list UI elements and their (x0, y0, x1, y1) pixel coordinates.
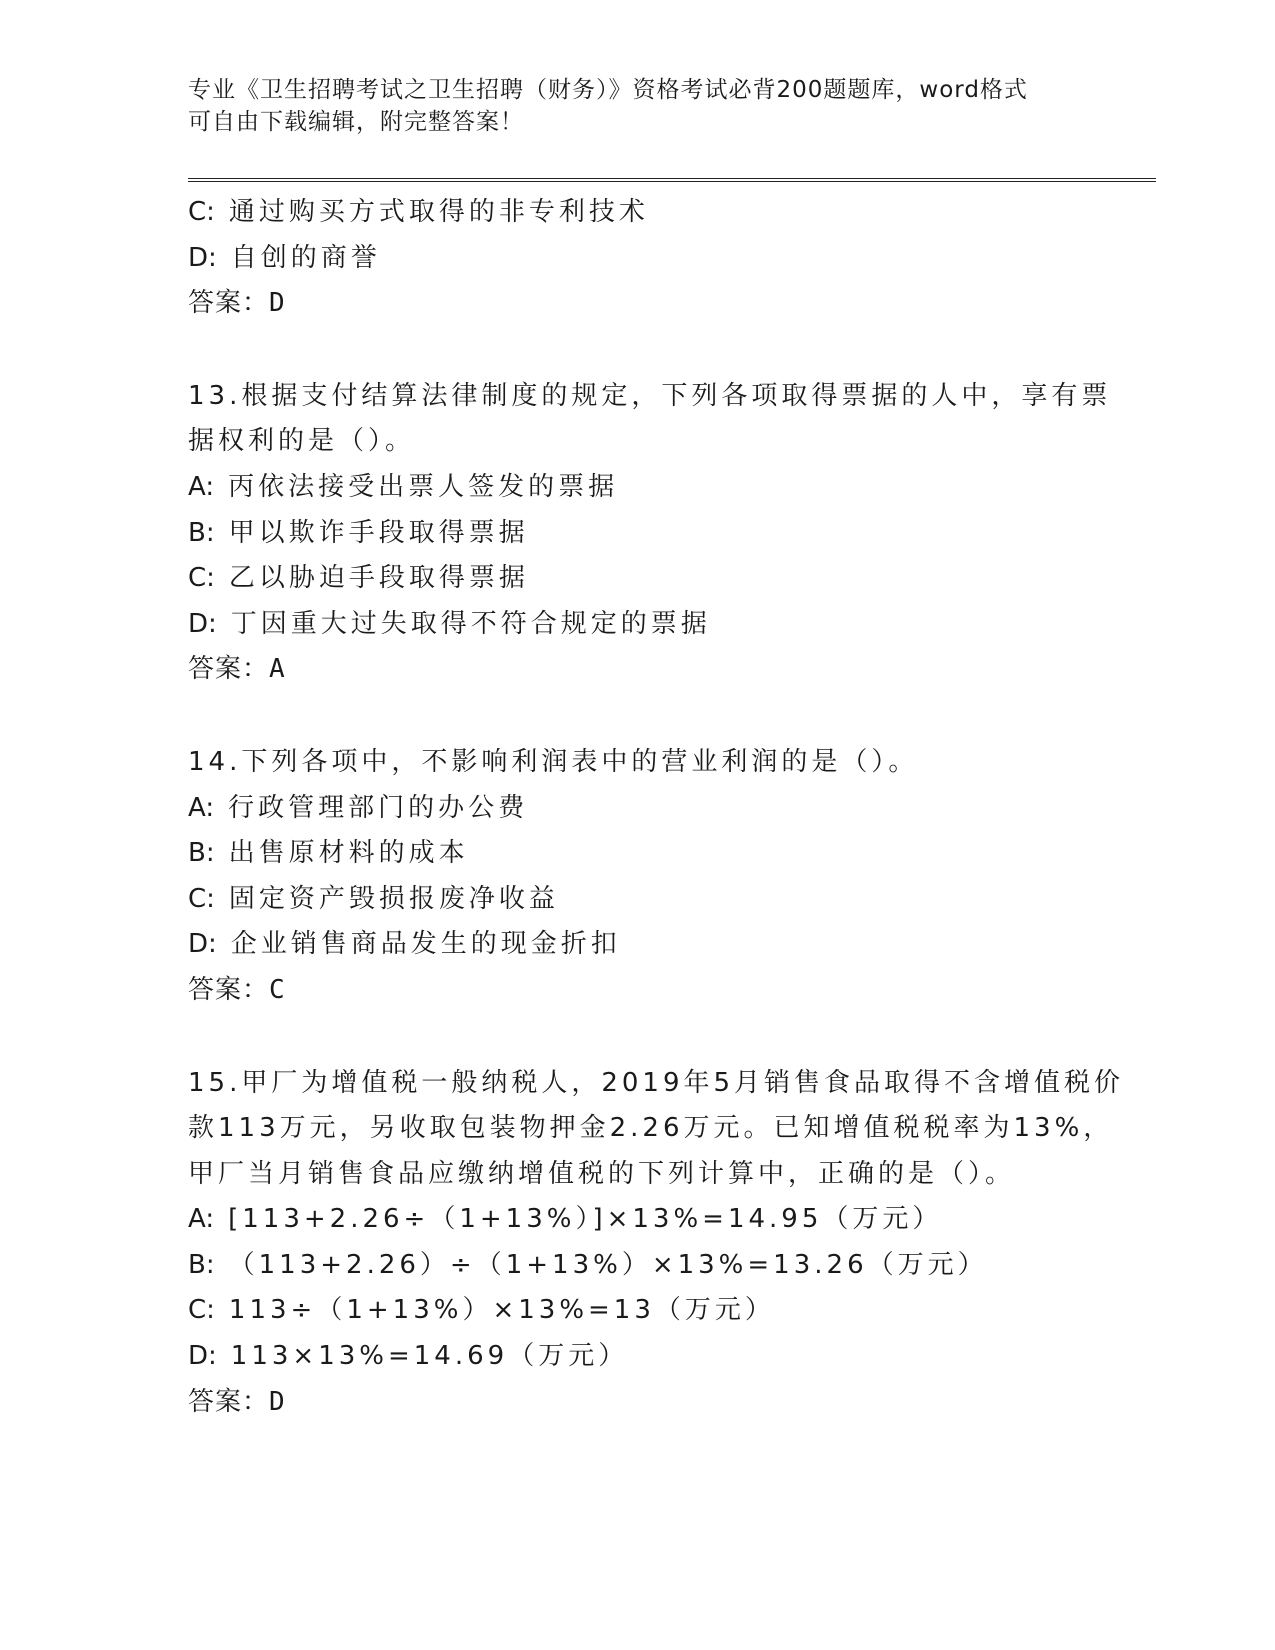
answer-label: 答案： (188, 1386, 270, 1417)
question-15 (188, 1061, 1128, 1426)
option-d (188, 922, 1128, 968)
option-b (188, 511, 1128, 557)
question-stem-line: 15.甲厂为增值税一般纳税人，2019年5月销售食品取得不含增值税价 (188, 1067, 1125, 1098)
option-label: B: (188, 838, 215, 869)
question-stem-line: 款113万元，另收取包装物押金2.26万元。已知增值税税率为13%， (188, 1113, 1114, 1144)
option-d (188, 602, 1128, 648)
option-text: 出售原材料的成本 (228, 838, 469, 869)
spacer (188, 1014, 1128, 1061)
option-c (188, 556, 1128, 602)
question-13 (188, 374, 1128, 693)
answer-value: D (269, 1386, 286, 1417)
answer-value: C (269, 974, 286, 1005)
spacer (188, 327, 1128, 374)
option-d (188, 236, 1128, 282)
question-stem (188, 1061, 1128, 1198)
option-text: 113÷（1+13%）×13%=13（万元） (228, 1295, 775, 1326)
question-stem (188, 740, 1128, 786)
option-a (188, 465, 1128, 511)
option-text: 通过购买方式取得的非专利技术 (228, 197, 649, 227)
option-label: B: (188, 517, 215, 548)
option-label: C: (188, 1295, 215, 1326)
option-text: 丙依法接受出票人签发的票据 (228, 471, 619, 502)
answer-line (188, 281, 1128, 327)
option-a (188, 1197, 1128, 1243)
option-b (188, 1243, 1128, 1289)
header-line-2: 可自由下载编辑，附完整答案！ (188, 109, 524, 135)
option-label: D: (188, 1341, 217, 1372)
option-a (188, 786, 1128, 832)
document-header (188, 74, 1088, 138)
document-body (188, 190, 1128, 1425)
option-text: 固定资产毁损报废净收益 (228, 883, 559, 914)
option-text: （113+2.26）÷（1+13%）×13%=13.26（万元） (228, 1249, 988, 1280)
option-label: A: (188, 471, 215, 502)
option-label: B: (188, 1249, 215, 1280)
option-text: 113×13%=14.69（万元） (230, 1341, 629, 1372)
answer-label: 答案： (188, 974, 270, 1005)
option-label: C: (188, 563, 215, 594)
header-divider (188, 178, 1156, 182)
option-b (188, 831, 1128, 877)
option-label: C: (188, 883, 215, 914)
option-label: D: (188, 929, 217, 960)
option-text: 行政管理部门的办公费 (228, 792, 529, 823)
answer-line (188, 968, 1128, 1014)
question-stem-line: 14.下列各项中，不影响利润表中的营业利润的是（）。 (188, 746, 919, 777)
option-text: 乙以胁迫手段取得票据 (228, 563, 529, 594)
answer-label: 答案： (188, 288, 270, 319)
option-label: C: (188, 197, 215, 227)
option-text: 企业销售商品发生的现金折扣 (230, 929, 621, 960)
option-d (188, 1334, 1128, 1380)
question-14 (188, 740, 1128, 1014)
answer-value: A (269, 654, 286, 685)
option-label: A: (188, 792, 215, 823)
question-stem-line: 甲厂当月销售食品应缴纳增值税的下列计算中，正确的是（）。 (188, 1158, 1016, 1189)
option-text: 甲以欺诈手段取得票据 (228, 517, 529, 548)
option-text: 自创的商誉 (230, 242, 381, 273)
answer-line (188, 647, 1128, 693)
answer-value: D (269, 288, 286, 319)
header-line-1: 专业《卫生招聘考试之卫生招聘（财务）》资格考试必背200题题库，word格式 (188, 77, 1028, 103)
option-label: A: (188, 1204, 215, 1235)
answer-line (188, 1380, 1128, 1426)
question-stem (188, 374, 1128, 465)
question-stem-line: 13.根据支付结算法律制度的规定，下列各项取得票据的人中，享有票 (188, 380, 1112, 411)
option-text: 丁因重大过失取得不符合规定的票据 (230, 608, 711, 639)
question-stem-line: 据权利的是（）。 (188, 426, 416, 457)
option-label: D: (188, 242, 217, 273)
spacer (188, 693, 1128, 740)
question-12-tail (188, 190, 1128, 327)
option-c (188, 1288, 1128, 1334)
option-c (188, 190, 1128, 236)
option-c (188, 877, 1128, 923)
answer-label: 答案： (188, 654, 270, 685)
option-text: [113+2.26÷（1+13%）]×13%=14.95（万元） (228, 1204, 943, 1235)
option-label: D: (188, 608, 217, 639)
